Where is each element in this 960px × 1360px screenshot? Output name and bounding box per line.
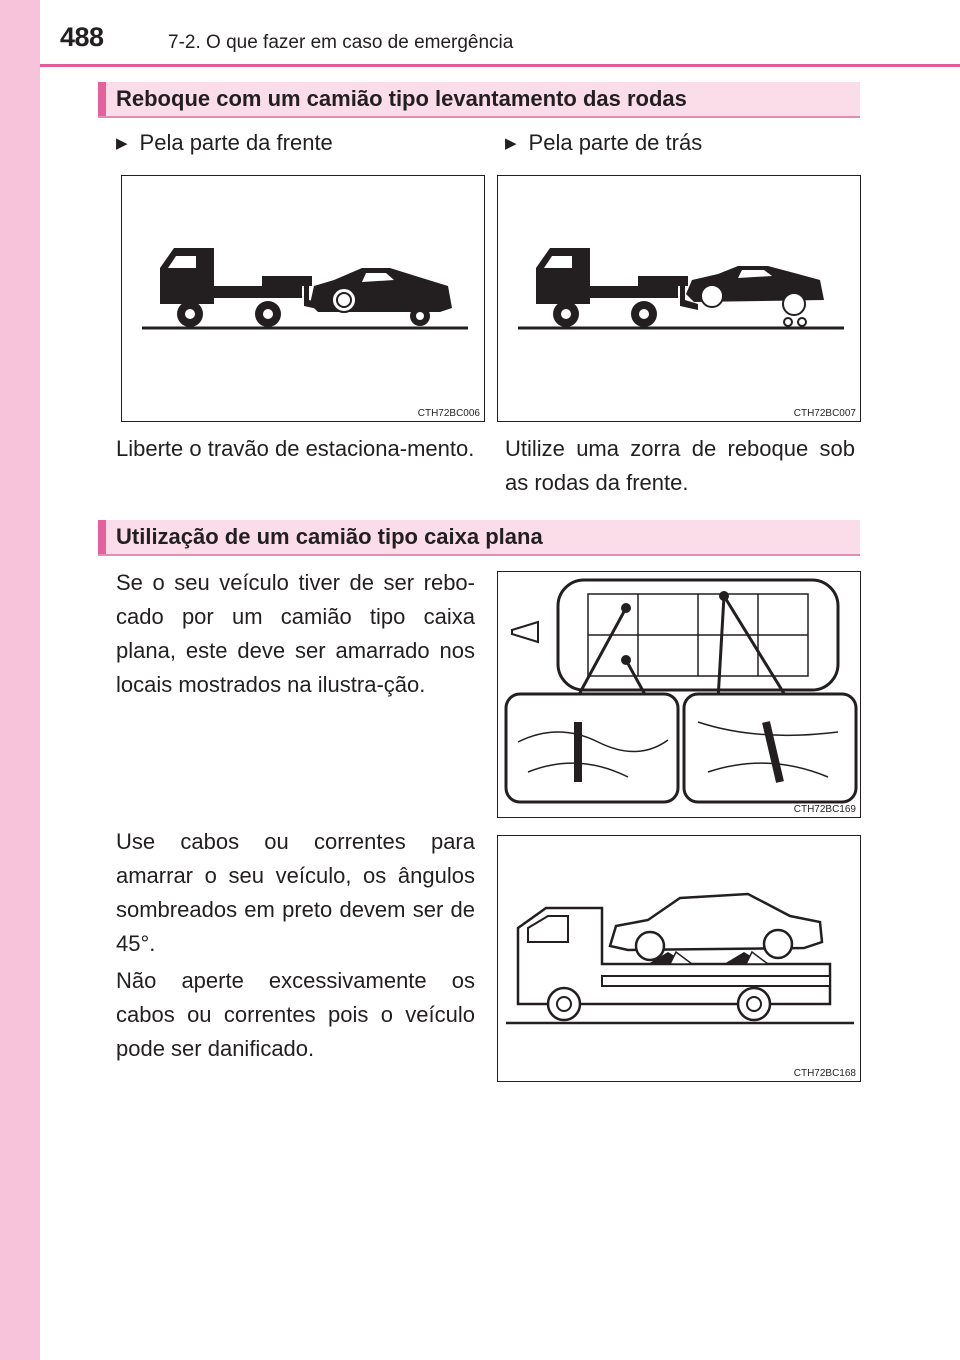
bullet-rear	[505, 130, 702, 156]
figure-code: CTH72BC006	[417, 408, 480, 419]
underbody-tie-down-illustration	[498, 572, 860, 817]
figure-code: CTH72BC007	[793, 408, 856, 419]
triangle-right-icon: ▶	[505, 135, 517, 152]
section-heading-wheel-lift	[98, 82, 860, 118]
section-title: Utilização de um camião tipo caixa plana	[116, 524, 543, 549]
flatbed-truck-illustration	[498, 836, 860, 1081]
figure-flatbed-truck	[497, 835, 861, 1082]
section-accent	[98, 520, 106, 554]
chapter-title: 7-2. O que fazer em caso de emergência	[168, 32, 514, 53]
bullet-front	[116, 130, 333, 156]
figure-tow-rear	[497, 175, 861, 422]
flatbed-paragraph-2: Use cabos ou correntes para amarrar o seu veículo, os ângulos sombreados em preto devem ser de 45°.	[116, 829, 475, 956]
figure-tie-down-points	[497, 571, 861, 818]
triangle-right-icon: ▶	[116, 135, 128, 152]
bullet-label: Pela parte de trás	[528, 130, 703, 155]
section-heading-flatbed	[98, 520, 860, 556]
bullet-label: Pela parte da frente	[139, 130, 333, 155]
tow-truck-rear-illustration	[498, 176, 860, 421]
section-title: Reboque com um camião tipo levantamento das rodas	[116, 86, 687, 111]
front-instruction: Liberte o travão de estaciona-mento.	[116, 436, 475, 461]
side-strip	[0, 0, 40, 1360]
figure-tow-front	[121, 175, 485, 422]
rear-instruction: Utilize uma zorra de reboque sob as rodas da frente.	[505, 436, 855, 495]
section-accent	[98, 82, 106, 116]
header-rule	[40, 64, 960, 67]
figure-code: CTH72BC169	[793, 804, 856, 815]
flatbed-paragraph-3: Não aperte excessivamente os cabos ou correntes pois o veículo pode ser danificado.	[116, 968, 475, 1061]
page-number: 488	[60, 22, 104, 52]
figure-code: CTH72BC168	[793, 1068, 856, 1079]
tow-truck-front-illustration	[122, 176, 484, 421]
flatbed-paragraph-1: Se o seu veículo tiver de ser rebo-cado por um camião tipo caixa plana, este deve ser amarrado nos locais mostrados na ilustra-ção.	[116, 570, 475, 697]
